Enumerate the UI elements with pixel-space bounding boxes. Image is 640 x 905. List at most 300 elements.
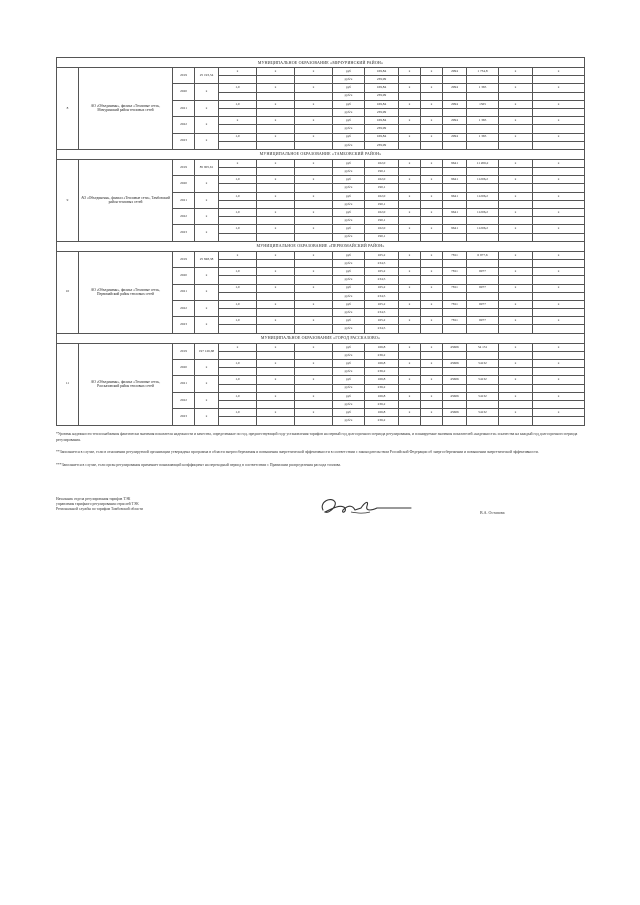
value-cell bbox=[499, 276, 533, 284]
value-cell bbox=[533, 417, 585, 425]
value-cell: x bbox=[533, 343, 585, 351]
value-cell: x bbox=[499, 343, 533, 351]
row-number: 9 bbox=[57, 159, 79, 241]
value-cell: 1,0 bbox=[219, 100, 257, 108]
value-cell: 2994 bbox=[443, 117, 467, 125]
value-cell bbox=[421, 125, 443, 133]
value-cell: 234,5 bbox=[365, 309, 399, 317]
year-cell: 2021 bbox=[173, 284, 195, 300]
value-cell: 166,8 bbox=[365, 409, 399, 417]
value-cell: 166,8 bbox=[365, 376, 399, 384]
value-cell bbox=[421, 417, 443, 425]
value-cell: 45606 bbox=[443, 376, 467, 384]
year-cell: 2023 bbox=[173, 133, 195, 149]
value-cell bbox=[421, 200, 443, 208]
value-cell bbox=[257, 384, 295, 392]
value-cell bbox=[421, 259, 443, 267]
value-cell: x bbox=[257, 192, 295, 200]
value-cell: 54132 bbox=[467, 376, 499, 384]
value-cell bbox=[499, 259, 533, 267]
value-cell: x bbox=[295, 392, 333, 400]
value-cell: 236,2 bbox=[365, 351, 399, 359]
value-cell bbox=[533, 351, 585, 359]
value-cell bbox=[257, 108, 295, 116]
value-cell: x bbox=[257, 209, 295, 217]
value-cell: x bbox=[421, 225, 443, 233]
value-cell: x bbox=[499, 133, 533, 141]
value-cell bbox=[533, 276, 585, 284]
value-cell: x bbox=[533, 317, 585, 325]
value-cell: x bbox=[499, 360, 533, 368]
value-cell: руб/ч bbox=[333, 76, 365, 84]
value-cell bbox=[421, 309, 443, 317]
value-cell: 1,0 bbox=[219, 300, 257, 308]
value-cell bbox=[257, 292, 295, 300]
section-header-row bbox=[57, 149, 585, 159]
value-cell: x bbox=[421, 300, 443, 308]
volume-cell: x bbox=[195, 317, 219, 333]
section-header-row bbox=[57, 333, 585, 343]
value-cell bbox=[467, 400, 499, 408]
value-cell bbox=[467, 233, 499, 241]
volume-cell: x bbox=[195, 284, 219, 300]
table-row bbox=[57, 343, 585, 351]
value-cell: x bbox=[533, 268, 585, 276]
value-cell: 236,2 bbox=[365, 400, 399, 408]
value-cell bbox=[467, 325, 499, 333]
value-cell: 236,2 bbox=[365, 384, 399, 392]
value-cell: x bbox=[499, 159, 533, 167]
value-cell bbox=[533, 217, 585, 225]
value-cell: руб/ч bbox=[333, 400, 365, 408]
value-cell: x bbox=[421, 268, 443, 276]
section-header-row bbox=[57, 58, 585, 68]
value-cell: x bbox=[533, 192, 585, 200]
value-cell bbox=[399, 200, 421, 208]
value-cell bbox=[467, 417, 499, 425]
volume-cell: x bbox=[195, 409, 219, 425]
value-cell: 9641 bbox=[443, 209, 467, 217]
value-cell bbox=[295, 233, 333, 241]
value-cell: x bbox=[257, 176, 295, 184]
value-cell: 239,99 bbox=[365, 141, 399, 149]
value-cell bbox=[399, 259, 421, 267]
value-cell bbox=[467, 276, 499, 284]
value-cell bbox=[533, 168, 585, 176]
value-cell: 11206,2 bbox=[467, 176, 499, 184]
value-cell bbox=[399, 325, 421, 333]
value-cell bbox=[295, 125, 333, 133]
value-cell bbox=[295, 400, 333, 408]
value-cell: руб/ч bbox=[333, 217, 365, 225]
value-cell bbox=[467, 92, 499, 100]
value-cell bbox=[533, 309, 585, 317]
value-cell bbox=[257, 92, 295, 100]
value-cell: 1,0 bbox=[219, 192, 257, 200]
value-cell bbox=[467, 368, 499, 376]
value-cell bbox=[295, 276, 333, 284]
value-cell bbox=[467, 351, 499, 359]
value-cell: x bbox=[499, 117, 533, 125]
value-cell: x bbox=[499, 192, 533, 200]
value-cell bbox=[295, 200, 333, 208]
value-cell: 2994 bbox=[443, 133, 467, 141]
value-cell bbox=[467, 384, 499, 392]
value-cell bbox=[257, 76, 295, 84]
value-cell: руб bbox=[333, 343, 365, 351]
value-cell bbox=[257, 276, 295, 284]
value-cell: 6977 bbox=[467, 284, 499, 292]
value-cell bbox=[443, 108, 467, 116]
volume-cell: x bbox=[195, 360, 219, 376]
value-cell bbox=[533, 233, 585, 241]
value-cell: x bbox=[257, 251, 295, 259]
value-cell: 234,5 bbox=[365, 259, 399, 267]
value-cell bbox=[421, 141, 443, 149]
year-cell: 2023 bbox=[173, 409, 195, 425]
value-cell: 239,99 bbox=[365, 92, 399, 100]
value-cell bbox=[219, 368, 257, 376]
value-cell: x bbox=[533, 284, 585, 292]
position-line: Начальник отдела регулирования тарифов ТЭК bbox=[56, 497, 131, 501]
value-cell: x bbox=[499, 209, 533, 217]
value-cell: x bbox=[421, 392, 443, 400]
value-cell: x bbox=[533, 251, 585, 259]
value-cell: x bbox=[533, 68, 585, 76]
value-cell bbox=[219, 76, 257, 84]
value-cell bbox=[421, 368, 443, 376]
signer-name: В.А. Остапова bbox=[480, 510, 505, 515]
value-cell: x bbox=[295, 317, 333, 325]
value-cell: 1365 bbox=[467, 100, 499, 108]
value-cell bbox=[533, 92, 585, 100]
value-cell: руб/ч bbox=[333, 351, 365, 359]
value-cell bbox=[467, 259, 499, 267]
value-cell: x bbox=[499, 100, 533, 108]
value-cell bbox=[219, 400, 257, 408]
value-cell: 162,0 bbox=[365, 209, 399, 217]
value-cell: 2994 bbox=[443, 100, 467, 108]
value-cell bbox=[219, 217, 257, 225]
volume-cell: x bbox=[195, 268, 219, 284]
section-title: МУНИЦИПАЛЬНОЕ ОБРАЗОВАНИЕ «МИЧУРИНСКИЙ РАЙОН» bbox=[57, 58, 585, 68]
value-cell bbox=[443, 309, 467, 317]
value-cell: x bbox=[257, 84, 295, 92]
year-cell: 2020 bbox=[173, 176, 195, 192]
volume-cell: x bbox=[195, 225, 219, 241]
value-cell: x bbox=[399, 176, 421, 184]
value-cell bbox=[295, 217, 333, 225]
volume-cell: 25 193,54 bbox=[195, 68, 219, 84]
value-cell bbox=[499, 384, 533, 392]
value-cell bbox=[499, 200, 533, 208]
value-cell: 234,5 bbox=[365, 276, 399, 284]
value-cell bbox=[257, 351, 295, 359]
organization-name: АО «Объединенн», филиал «Тепловые сети», Мичуринский район тепловых сетей bbox=[79, 68, 173, 150]
value-cell: x bbox=[499, 392, 533, 400]
value-cell bbox=[399, 400, 421, 408]
value-cell: 54 131 bbox=[467, 343, 499, 351]
value-cell: x bbox=[399, 117, 421, 125]
value-cell: руб bbox=[333, 392, 365, 400]
value-cell: 239,99 bbox=[365, 108, 399, 116]
organization-name: АО «Объединенн», филиал «Тепловые сети», Рассказовский район тепловых сетей bbox=[79, 343, 173, 425]
value-cell bbox=[399, 125, 421, 133]
year-cell: 2023 bbox=[173, 225, 195, 241]
value-cell: x bbox=[421, 284, 443, 292]
value-cell bbox=[295, 92, 333, 100]
value-cell: x bbox=[421, 251, 443, 259]
value-cell bbox=[443, 125, 467, 133]
value-cell: 165,2 bbox=[365, 284, 399, 292]
value-cell: x bbox=[219, 251, 257, 259]
value-cell: x bbox=[533, 392, 585, 400]
value-cell bbox=[219, 276, 257, 284]
value-cell bbox=[295, 309, 333, 317]
value-cell: руб/ч bbox=[333, 168, 365, 176]
value-cell: руб bbox=[333, 209, 365, 217]
value-cell: x bbox=[219, 68, 257, 76]
value-cell bbox=[443, 384, 467, 392]
value-cell bbox=[219, 92, 257, 100]
value-cell bbox=[467, 217, 499, 225]
value-cell bbox=[443, 259, 467, 267]
value-cell: 45606 bbox=[443, 392, 467, 400]
value-cell: x bbox=[399, 360, 421, 368]
value-cell: x bbox=[499, 176, 533, 184]
value-cell bbox=[257, 309, 295, 317]
year-cell: 2020 bbox=[173, 84, 195, 100]
value-cell: x bbox=[295, 117, 333, 125]
value-cell bbox=[421, 292, 443, 300]
value-cell bbox=[467, 200, 499, 208]
value-cell bbox=[421, 384, 443, 392]
value-cell bbox=[443, 184, 467, 192]
value-cell: 7811 bbox=[443, 251, 467, 259]
value-cell: руб bbox=[333, 84, 365, 92]
organization-name: АО «Объединенн», филиал «Тепловые сети», Тамбовский район тепловых сетей bbox=[79, 159, 173, 241]
value-cell bbox=[499, 292, 533, 300]
value-cell: x bbox=[399, 392, 421, 400]
value-cell: 169,84 bbox=[365, 100, 399, 108]
value-cell: x bbox=[421, 84, 443, 92]
value-cell: x bbox=[295, 343, 333, 351]
section-title: МУНИЦИПАЛЬНОЕ ОБРАЗОВАНИЕ «ПЕРВОМАЙСКИЙ РАЙОН» bbox=[57, 241, 585, 251]
value-cell: x bbox=[533, 133, 585, 141]
value-cell bbox=[295, 384, 333, 392]
value-cell: x bbox=[533, 159, 585, 167]
value-cell bbox=[421, 184, 443, 192]
value-cell: 1 734,8 bbox=[467, 68, 499, 76]
value-cell bbox=[257, 325, 295, 333]
position-line: управления тарифного регулирования отраслей ТЭК bbox=[56, 501, 139, 506]
value-cell: руб/ч bbox=[333, 141, 365, 149]
value-cell bbox=[533, 76, 585, 84]
value-cell bbox=[295, 351, 333, 359]
value-cell bbox=[533, 384, 585, 392]
value-cell bbox=[499, 76, 533, 84]
value-cell bbox=[421, 351, 443, 359]
value-cell: x bbox=[295, 192, 333, 200]
value-cell: 162,0 bbox=[365, 225, 399, 233]
value-cell: x bbox=[295, 159, 333, 167]
value-cell: 1,0 bbox=[219, 317, 257, 325]
value-cell bbox=[295, 108, 333, 116]
value-cell: руб bbox=[333, 100, 365, 108]
value-cell: руб bbox=[333, 300, 365, 308]
position-line: Региональной службы по тарифам Тамбовской области bbox=[56, 506, 143, 511]
value-cell: 6 977,6 bbox=[467, 251, 499, 259]
value-cell: x bbox=[257, 343, 295, 351]
value-cell bbox=[499, 184, 533, 192]
value-cell: x bbox=[257, 225, 295, 233]
table-row bbox=[57, 251, 585, 259]
value-cell: 7811 bbox=[443, 317, 467, 325]
value-cell: 1 365 bbox=[467, 84, 499, 92]
value-cell bbox=[443, 276, 467, 284]
value-cell bbox=[499, 417, 533, 425]
value-cell: x bbox=[295, 133, 333, 141]
value-cell: руб/ч bbox=[333, 125, 365, 133]
value-cell: 190,1 bbox=[365, 184, 399, 192]
value-cell: руб/ч bbox=[333, 325, 365, 333]
value-cell bbox=[399, 276, 421, 284]
value-cell bbox=[499, 233, 533, 241]
value-cell bbox=[533, 184, 585, 192]
value-cell: x bbox=[295, 360, 333, 368]
value-cell: x bbox=[399, 100, 421, 108]
value-cell bbox=[295, 76, 333, 84]
value-cell: 165,2 bbox=[365, 268, 399, 276]
value-cell: x bbox=[533, 176, 585, 184]
value-cell: руб/ч bbox=[333, 368, 365, 376]
year-cell: 2021 bbox=[173, 100, 195, 116]
value-cell bbox=[421, 92, 443, 100]
value-cell: x bbox=[295, 376, 333, 384]
value-cell: 54132 bbox=[467, 360, 499, 368]
year-cell: 2019 bbox=[173, 343, 195, 359]
value-cell: 6977 bbox=[467, 317, 499, 325]
value-cell: 11206,2 bbox=[467, 192, 499, 200]
volume-cell: 85 905,61 bbox=[195, 159, 219, 175]
tariff-table bbox=[56, 57, 585, 426]
value-cell: 1,0 bbox=[219, 284, 257, 292]
value-cell bbox=[533, 292, 585, 300]
value-cell bbox=[467, 292, 499, 300]
volume-cell: x bbox=[195, 84, 219, 100]
value-cell bbox=[443, 368, 467, 376]
value-cell: 190,1 bbox=[365, 233, 399, 241]
value-cell: x bbox=[421, 133, 443, 141]
value-cell: x bbox=[257, 133, 295, 141]
value-cell bbox=[443, 217, 467, 225]
value-cell bbox=[219, 233, 257, 241]
value-cell: x bbox=[257, 392, 295, 400]
volume-cell: x bbox=[195, 117, 219, 133]
value-cell bbox=[499, 125, 533, 133]
year-cell: 2022 bbox=[173, 392, 195, 408]
value-cell bbox=[219, 184, 257, 192]
organization-name: АО «Объединенн», филиал «Тепловые сети», Первомайский район тепловых сетей bbox=[79, 251, 173, 333]
value-cell: x bbox=[421, 68, 443, 76]
value-cell bbox=[399, 184, 421, 192]
value-cell bbox=[499, 92, 533, 100]
value-cell: руб bbox=[333, 176, 365, 184]
value-cell bbox=[295, 259, 333, 267]
value-cell: 9641 bbox=[443, 176, 467, 184]
year-cell: 2022 bbox=[173, 117, 195, 133]
value-cell: x bbox=[295, 225, 333, 233]
section-title: МУНИЦИПАЛЬНОЕ ОБРАЗОВАНИЕ «ГОРОД РАССКАЗОВО» bbox=[57, 333, 585, 343]
value-cell: x bbox=[421, 209, 443, 217]
value-cell: x bbox=[421, 176, 443, 184]
value-cell: руб/ч bbox=[333, 276, 365, 284]
value-cell: x bbox=[499, 251, 533, 259]
volume-cell: x bbox=[195, 376, 219, 392]
value-cell: 162,0 bbox=[365, 192, 399, 200]
value-cell: x bbox=[533, 409, 585, 417]
value-cell: 169,84 bbox=[365, 117, 399, 125]
value-cell: руб bbox=[333, 376, 365, 384]
value-cell bbox=[257, 217, 295, 225]
value-cell: x bbox=[421, 376, 443, 384]
value-cell: x bbox=[257, 159, 295, 167]
value-cell: x bbox=[257, 376, 295, 384]
value-cell: руб/ч bbox=[333, 417, 365, 425]
value-cell: x bbox=[399, 268, 421, 276]
value-cell bbox=[219, 351, 257, 359]
value-cell: руб/ч bbox=[333, 233, 365, 241]
value-cell: x bbox=[295, 409, 333, 417]
year-cell: 2021 bbox=[173, 376, 195, 392]
value-cell: x bbox=[533, 360, 585, 368]
value-cell bbox=[499, 108, 533, 116]
value-cell bbox=[399, 76, 421, 84]
value-cell bbox=[421, 108, 443, 116]
value-cell: x bbox=[533, 100, 585, 108]
value-cell bbox=[443, 141, 467, 149]
value-cell: x bbox=[533, 376, 585, 384]
value-cell bbox=[219, 108, 257, 116]
value-cell: x bbox=[399, 409, 421, 417]
value-cell: руб bbox=[333, 360, 365, 368]
value-cell bbox=[443, 400, 467, 408]
volume-cell: x bbox=[195, 392, 219, 408]
value-cell bbox=[219, 259, 257, 267]
value-cell bbox=[467, 108, 499, 116]
volume-cell: 197 126,68 bbox=[195, 343, 219, 359]
value-cell bbox=[467, 168, 499, 176]
value-cell: x bbox=[219, 117, 257, 125]
value-cell: x bbox=[399, 343, 421, 351]
value-cell bbox=[443, 168, 467, 176]
value-cell bbox=[257, 184, 295, 192]
value-cell bbox=[421, 325, 443, 333]
value-cell bbox=[443, 200, 467, 208]
value-cell: x bbox=[499, 300, 533, 308]
year-cell: 2022 bbox=[173, 300, 195, 316]
value-cell bbox=[399, 309, 421, 317]
value-cell bbox=[295, 368, 333, 376]
value-cell bbox=[257, 125, 295, 133]
value-cell bbox=[443, 417, 467, 425]
value-cell: x bbox=[499, 268, 533, 276]
value-cell bbox=[399, 368, 421, 376]
value-cell: руб bbox=[333, 192, 365, 200]
row-number: 8 bbox=[57, 68, 79, 150]
value-cell bbox=[295, 184, 333, 192]
value-cell: x bbox=[399, 209, 421, 217]
